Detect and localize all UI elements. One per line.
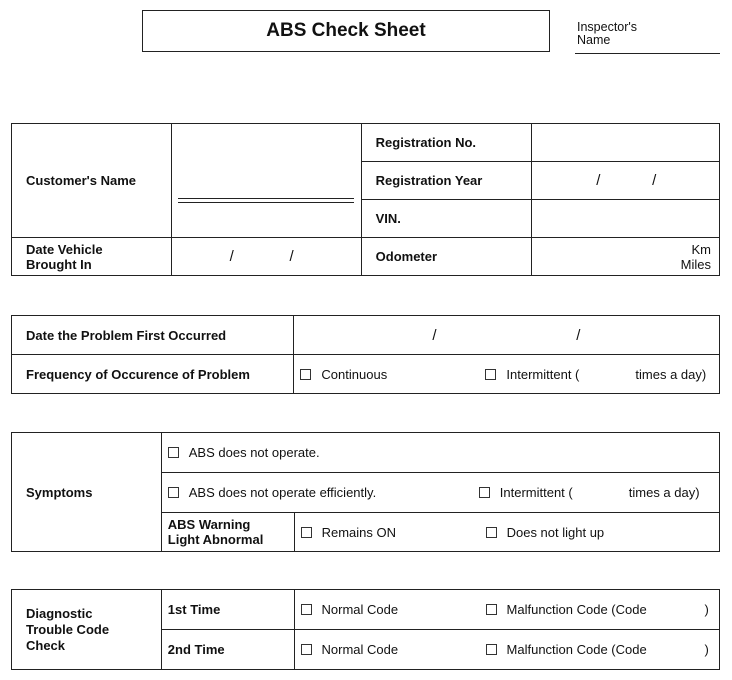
second-time-field (294, 630, 719, 670)
slash: / (596, 172, 601, 189)
first-time-label: 1st Time (161, 590, 294, 630)
checkbox-icon[interactable] (479, 487, 490, 498)
slash: / (652, 172, 657, 189)
inspector-label-line2: Name (577, 33, 611, 47)
second-malfunction-option[interactable] (486, 642, 705, 657)
checkbox-icon[interactable] (301, 644, 312, 655)
inspector-name-field[interactable] (575, 53, 720, 54)
not-efficient-label: ABS does not operate efficiently. (188, 485, 377, 500)
frequency-field (294, 355, 720, 394)
checkbox-icon[interactable] (300, 369, 311, 380)
registration-no-label: Registration No. (361, 124, 532, 162)
symptoms-table (11, 432, 720, 552)
second-time-label: 2nd Time (161, 630, 294, 670)
registration-no-field[interactable] (532, 124, 720, 162)
warning-light-field (294, 513, 719, 552)
intermittent-label: Intermittent ( (506, 366, 580, 382)
symptom-times-a-day-label: times a day) (628, 485, 700, 500)
slash: / (432, 326, 437, 344)
vin-field[interactable] (532, 200, 720, 238)
date-brought-in-label (12, 238, 172, 276)
malfunction-code-label: Malfunction Code (Code (506, 602, 647, 617)
checkbox-icon[interactable] (301, 604, 312, 615)
inspector-name-label (577, 21, 637, 47)
close-paren: ) (704, 642, 709, 657)
continuous-label: Continuous (321, 366, 388, 382)
dtc-label-line2: Trouble Code (26, 621, 110, 637)
remains-on-option[interactable] (301, 525, 486, 540)
checkbox-icon[interactable] (485, 369, 496, 380)
close-paren: ) (704, 602, 709, 617)
not-light-option[interactable] (486, 525, 605, 540)
normal-code-label: Normal Code (321, 602, 399, 617)
odometer-label: Odometer (361, 238, 532, 276)
intermittent-option[interactable] (485, 367, 635, 382)
checkbox-icon[interactable] (168, 447, 179, 458)
date-brought-line2: Brought In (26, 256, 92, 272)
warning-line2: Light Abnormal (167, 532, 264, 547)
symptom-intermittent-label: Intermittent ( (499, 485, 573, 500)
warning-line1: ABS Warning (167, 517, 251, 532)
symptoms-label: Symptoms (12, 433, 162, 552)
registration-year-field[interactable] (532, 162, 720, 200)
not-efficient-option[interactable] (168, 485, 479, 500)
slash: / (576, 326, 581, 344)
problem-table (11, 315, 720, 394)
sheet-title: ABS Check Sheet (142, 10, 550, 52)
vin-label: VIN. (361, 200, 532, 238)
customer-name-field[interactable] (171, 124, 361, 238)
unit-km: Km (691, 241, 711, 257)
date-first-occurred-field[interactable] (294, 316, 720, 355)
warning-light-label (161, 513, 294, 552)
not-operate-label: ABS does not operate. (188, 445, 320, 460)
dtc-label (12, 590, 162, 670)
frequency-label: Frequency of Occurence of Problem (12, 355, 294, 394)
times-a-day-label: times a day) (635, 366, 707, 382)
second-normal-option[interactable] (301, 642, 486, 657)
odometer-field[interactable] (532, 238, 720, 276)
checkbox-icon[interactable] (486, 644, 497, 655)
dtc-table (11, 589, 720, 670)
symptom-not-operate[interactable] (161, 433, 719, 473)
date-brought-in-field[interactable] (171, 238, 361, 276)
first-time-field (294, 590, 719, 630)
unit-miles: Miles (680, 256, 711, 272)
slash: / (229, 248, 234, 265)
not-light-label: Does not light up (506, 524, 605, 540)
symptom-not-efficient (161, 473, 719, 513)
date-first-occurred-label: Date the Problem First Occurred (12, 316, 294, 355)
remains-on-label: Remains ON (321, 524, 397, 540)
checkbox-icon[interactable] (168, 487, 179, 498)
slash: / (289, 248, 294, 265)
registration-year-label: Registration Year (361, 162, 532, 200)
checkbox-icon[interactable] (301, 527, 312, 538)
symptom-intermittent-option[interactable] (479, 485, 629, 500)
dtc-label-line3: Check (26, 637, 66, 653)
continuous-option[interactable] (300, 367, 485, 382)
checkbox-icon[interactable] (486, 527, 497, 538)
first-malfunction-option[interactable] (486, 602, 705, 617)
vehicle-info-table (11, 123, 720, 276)
normal-code-label: Normal Code (321, 642, 399, 657)
malfunction-code-label: Malfunction Code (Code (506, 642, 647, 657)
customer-name-label: Customer's Name (12, 124, 172, 238)
inspector-label-line1: Inspector's (577, 20, 638, 34)
first-normal-option[interactable] (301, 602, 486, 617)
date-brought-line1: Date Vehicle (26, 241, 103, 257)
dtc-label-line1: Diagnostic (26, 605, 93, 621)
checkbox-icon[interactable] (486, 604, 497, 615)
